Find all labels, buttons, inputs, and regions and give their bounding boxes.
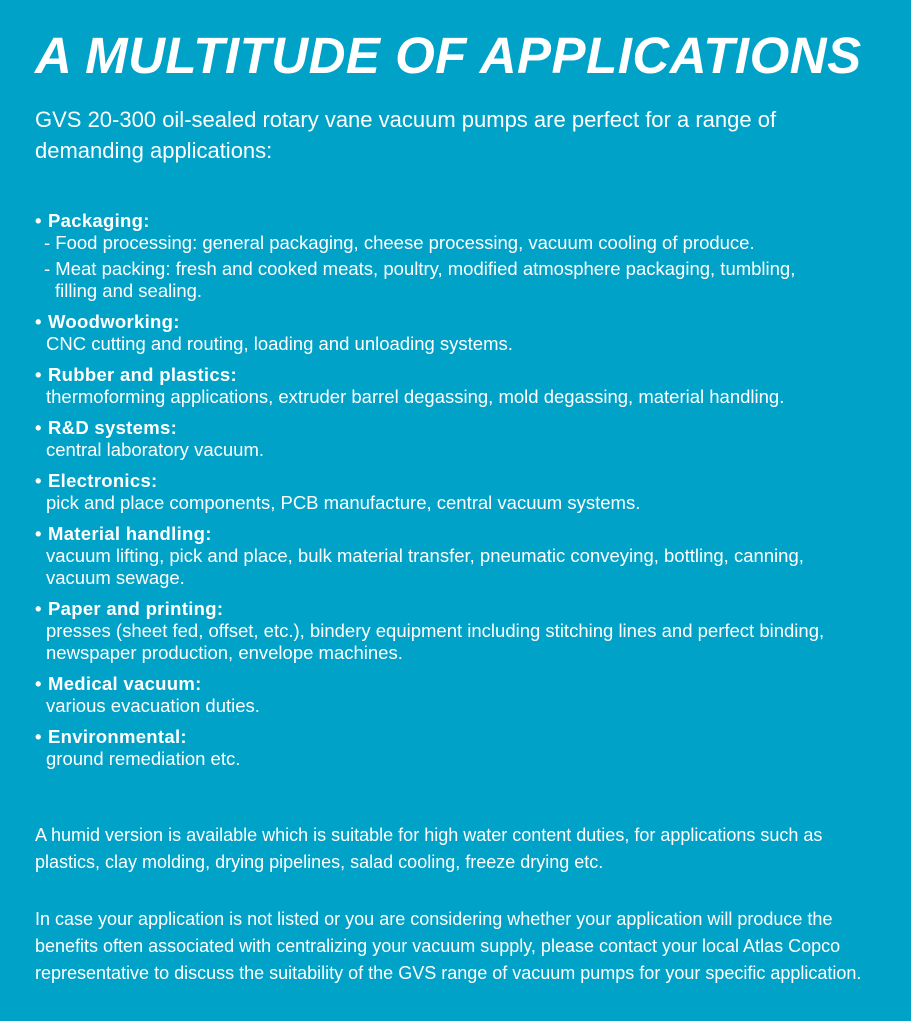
- page-title: A MULTITUDE OF APPLICATIONS: [35, 27, 862, 84]
- detail-line: - Food processing: general packaging, cheese processing, vacuum cooling of produce.: [44, 232, 755, 253]
- application-item: [35, 417, 876, 461]
- bullet-icon: •: [35, 470, 42, 491]
- application-item: [35, 311, 876, 355]
- intro-line: GVS 20-300 oil-sealed rotary vane vacuum pumps are perfect for a range of: [35, 107, 777, 132]
- application-category-label: Paper and printing:: [48, 598, 224, 619]
- bullet-icon: •: [35, 311, 42, 332]
- paragraph-line: benefits often associated with centralizing your vacuum supply, please contact your local Atlas Copco: [35, 936, 841, 956]
- application-category-label: Rubber and plastics:: [48, 364, 237, 385]
- bullet-icon: •: [35, 364, 42, 385]
- bullet-icon: •: [35, 523, 42, 544]
- bullet-icon: •: [35, 726, 42, 747]
- application-details: [35, 386, 876, 408]
- application-category-label: Medical vacuum:: [48, 673, 202, 694]
- paragraph-line: A humid version is available which is suitable for high water content duties, for applications such as: [35, 825, 823, 845]
- application-item: [35, 523, 876, 589]
- application-label-row: [35, 417, 876, 439]
- bullet-icon: •: [35, 673, 42, 694]
- paragraph-line: plastics, clay molding, drying pipelines, salad cooling, freeze drying etc.: [35, 852, 604, 872]
- detail-line: vacuum sewage.: [46, 567, 185, 588]
- detail-line: presses (sheet fed, offset, etc.), bindery equipment including stitching lines and perfect binding,: [46, 620, 825, 641]
- contact-paragraph: [35, 906, 876, 987]
- application-description: [46, 748, 876, 770]
- application-item: [35, 470, 876, 514]
- intro-text: [35, 104, 876, 166]
- detail-line: various evacuation duties.: [46, 695, 260, 716]
- application-category-label: Environmental:: [48, 726, 187, 747]
- application-item: [35, 364, 876, 408]
- application-description: [46, 695, 876, 717]
- application-description: [46, 333, 876, 355]
- application-label-row: [35, 673, 876, 695]
- detail-line: ground remediation etc.: [46, 748, 241, 769]
- application-label-row: [35, 470, 876, 492]
- bullet-icon: •: [35, 417, 42, 438]
- application-description: [46, 620, 876, 664]
- application-category-label: Woodworking:: [48, 311, 180, 332]
- application-description: [46, 386, 876, 408]
- application-label-row: [35, 523, 876, 545]
- application-details: [35, 620, 876, 664]
- application-details: [35, 232, 876, 302]
- humid-version-paragraph: [35, 822, 876, 876]
- detail-line: filling and sealing.: [55, 280, 203, 301]
- application-label-row: [35, 598, 876, 620]
- intro-line: demanding applications:: [35, 138, 273, 163]
- bullet-icon: •: [35, 210, 42, 231]
- application-category-label: R&D systems:: [48, 417, 178, 438]
- application-details: [35, 545, 876, 589]
- application-item: [35, 210, 876, 302]
- application-description: [46, 545, 876, 589]
- detail-line: pick and place components, PCB manufacture, central vacuum systems.: [46, 492, 641, 513]
- application-category-label: Packaging:: [48, 210, 150, 231]
- application-details: [35, 492, 876, 514]
- application-item: [35, 598, 876, 664]
- application-description: [46, 439, 876, 461]
- applications-list: [35, 210, 876, 770]
- application-label-row: [35, 364, 876, 386]
- application-details: [35, 333, 876, 355]
- application-item: [35, 673, 876, 717]
- detail-line: CNC cutting and routing, loading and unloading systems.: [46, 333, 513, 354]
- application-sub-item: [44, 258, 876, 302]
- application-details: [35, 748, 876, 770]
- detail-line: central laboratory vacuum.: [46, 439, 264, 460]
- application-description: [46, 492, 876, 514]
- application-details: [35, 695, 876, 717]
- detail-line: - Meat packing: fresh and cooked meats, poultry, modified atmosphere packaging, tumbling,: [44, 258, 796, 279]
- paragraph-line: In case your application is not listed or you are considering whether your application will produce the: [35, 909, 833, 929]
- application-item: [35, 726, 876, 770]
- paragraph-line: representative to discuss the suitability of the GVS range of vacuum pumps for your specific application.: [35, 963, 862, 983]
- application-details: [35, 439, 876, 461]
- application-category-label: Material handling:: [48, 523, 212, 544]
- application-sub-item: [44, 232, 876, 254]
- application-label-row: [35, 210, 876, 232]
- application-label-row: [35, 311, 876, 333]
- detail-line: thermoforming applications, extruder barrel degassing, mold degassing, material handling.: [46, 386, 785, 407]
- application-label-row: [35, 726, 876, 748]
- detail-line: newspaper production, envelope machines.: [46, 642, 403, 663]
- bullet-icon: •: [35, 598, 42, 619]
- detail-line: vacuum lifting, pick and place, bulk material transfer, pneumatic conveying, bottling, canning,: [46, 545, 804, 566]
- application-category-label: Electronics:: [48, 470, 158, 491]
